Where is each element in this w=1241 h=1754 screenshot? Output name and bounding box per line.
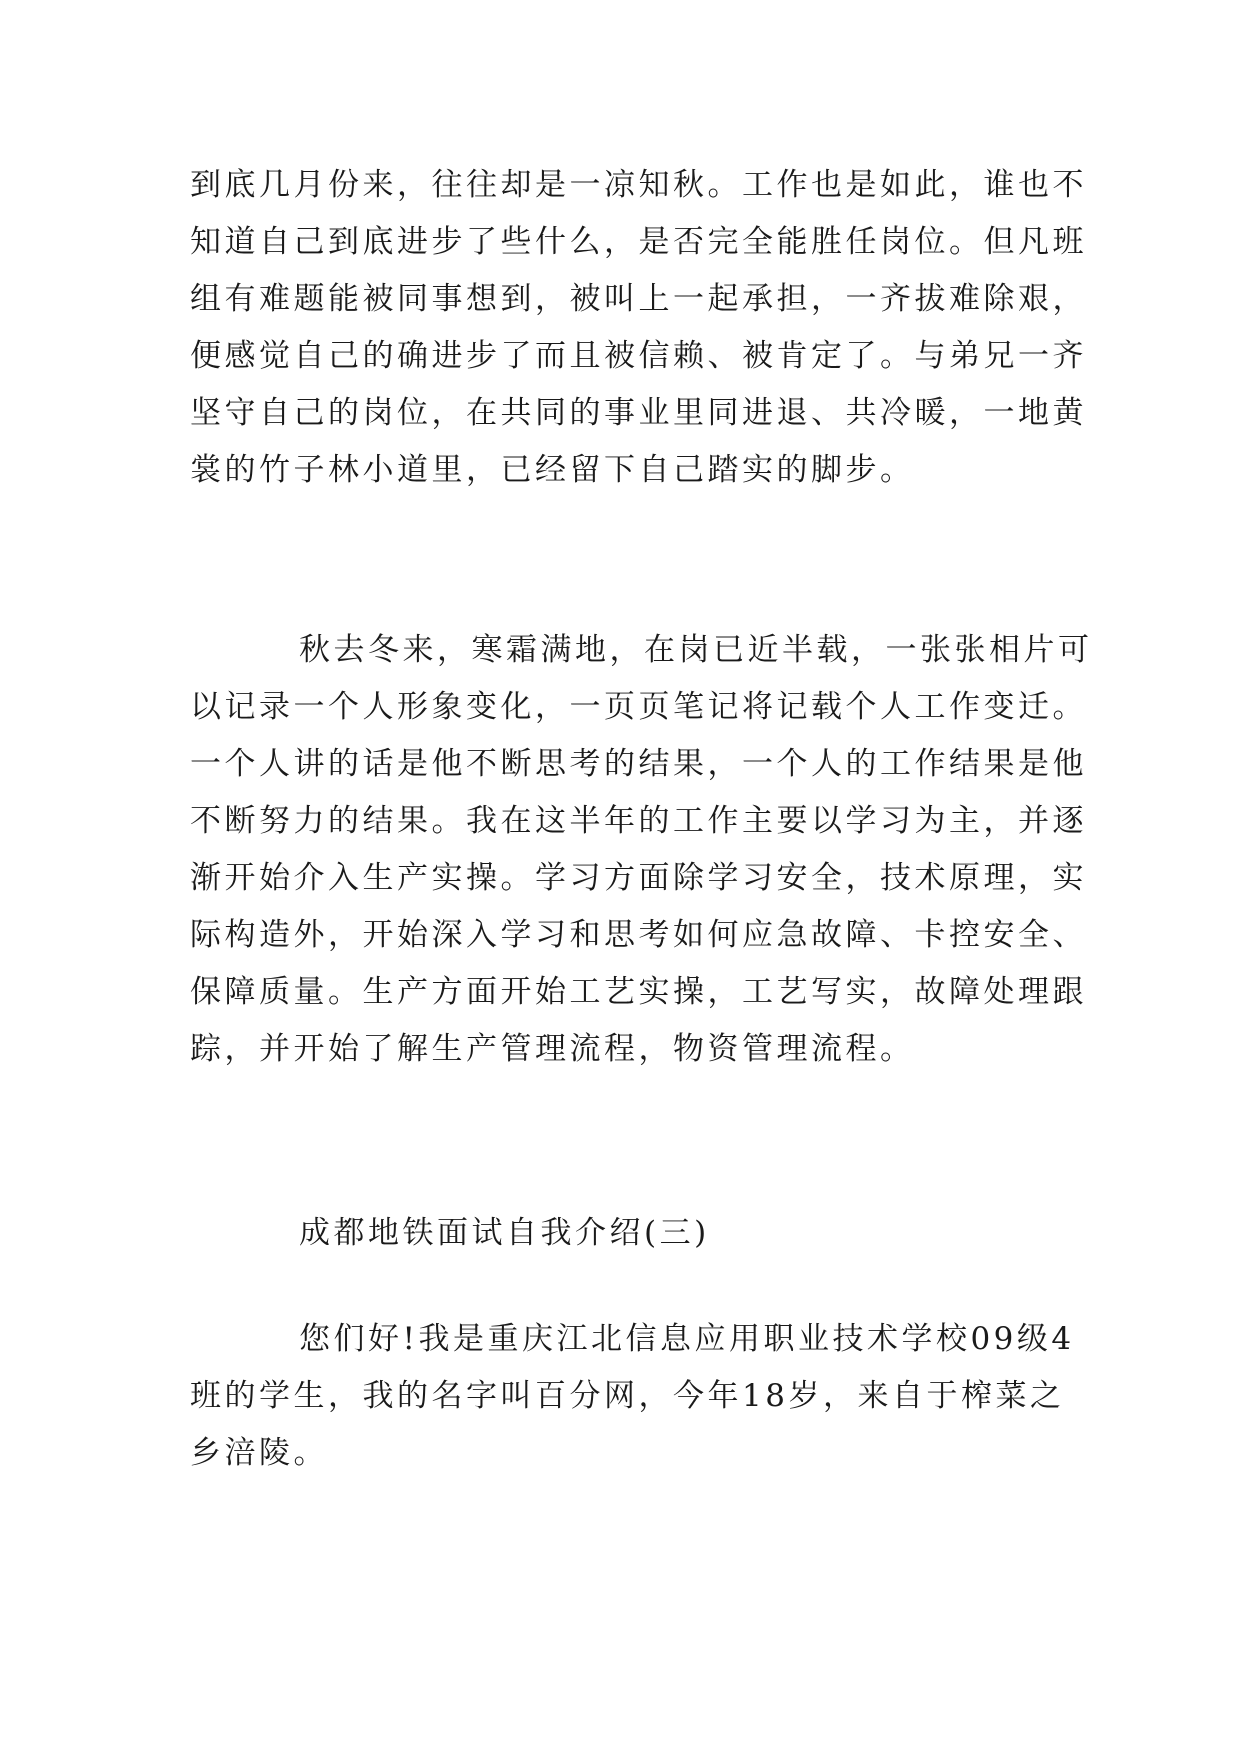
paragraph-3 xyxy=(190,1311,1075,1482)
paragraph-line: 您们好!我是重庆江北信息应用职业技术学校09级4 xyxy=(299,1321,1075,1357)
paragraph-line: 保障质量。生产方面开始工艺实操，工艺写实，故障处理跟 xyxy=(190,974,1087,1010)
paragraph-line: 乡涪陵。 xyxy=(190,1435,328,1471)
section-heading: 成都地铁面试自我介绍(三) xyxy=(299,1215,710,1251)
paragraph-line: 裳的竹子林小道里，已经留下自己踏实的脚步。 xyxy=(190,452,915,488)
paragraph-line: 渐开始介入生产实操。学习方面除学习安全，技术原理，实 xyxy=(190,860,1087,896)
paragraph-line: 一个人讲的话是他不断思考的结果，一个人的工作结果是他 xyxy=(190,746,1087,782)
paragraph-line: 际构造外，开始深入学习和思考如何应急故障、卡控安全、 xyxy=(190,917,1087,953)
paragraph-line: 到底几月份来，往往却是一凉知秋。工作也是如此，谁也不 xyxy=(190,167,1087,203)
paragraph-line: 不断努力的结果。我在这半年的工作主要以学习为主，并逐 xyxy=(190,803,1087,839)
paragraph-1 xyxy=(190,157,1087,499)
paragraph-line: 便感觉自己的确进步了而且被信赖、被肯定了。与弟兄一齐 xyxy=(190,338,1087,374)
section-heading-block xyxy=(190,1205,1070,1262)
paragraph-2 xyxy=(190,622,1093,1078)
paragraph-line: 以记录一个人形象变化，一页页笔记将记载个人工作变迁。 xyxy=(190,689,1087,725)
paragraph-line: 踪，并开始了解生产管理流程，物资管理流程。 xyxy=(190,1031,915,1067)
paragraph-line: 知道自己到底进步了些什么，是否完全能胜任岗位。但凡班 xyxy=(190,224,1087,260)
paragraph-line: 班的学生，我的名字叫百分网，今年18岁，来自于榨菜之 xyxy=(190,1378,1065,1414)
paragraph-line: 秋去冬来，寒霜满地，在岗已近半载，一张张相片可 xyxy=(299,632,1093,668)
paragraph-line: 组有难题能被同事想到，被叫上一起承担，一齐拔难除艰， xyxy=(190,281,1087,317)
paragraph-line: 坚守自己的岗位，在共同的事业里同进退、共冷暖，一地黄 xyxy=(190,395,1087,431)
